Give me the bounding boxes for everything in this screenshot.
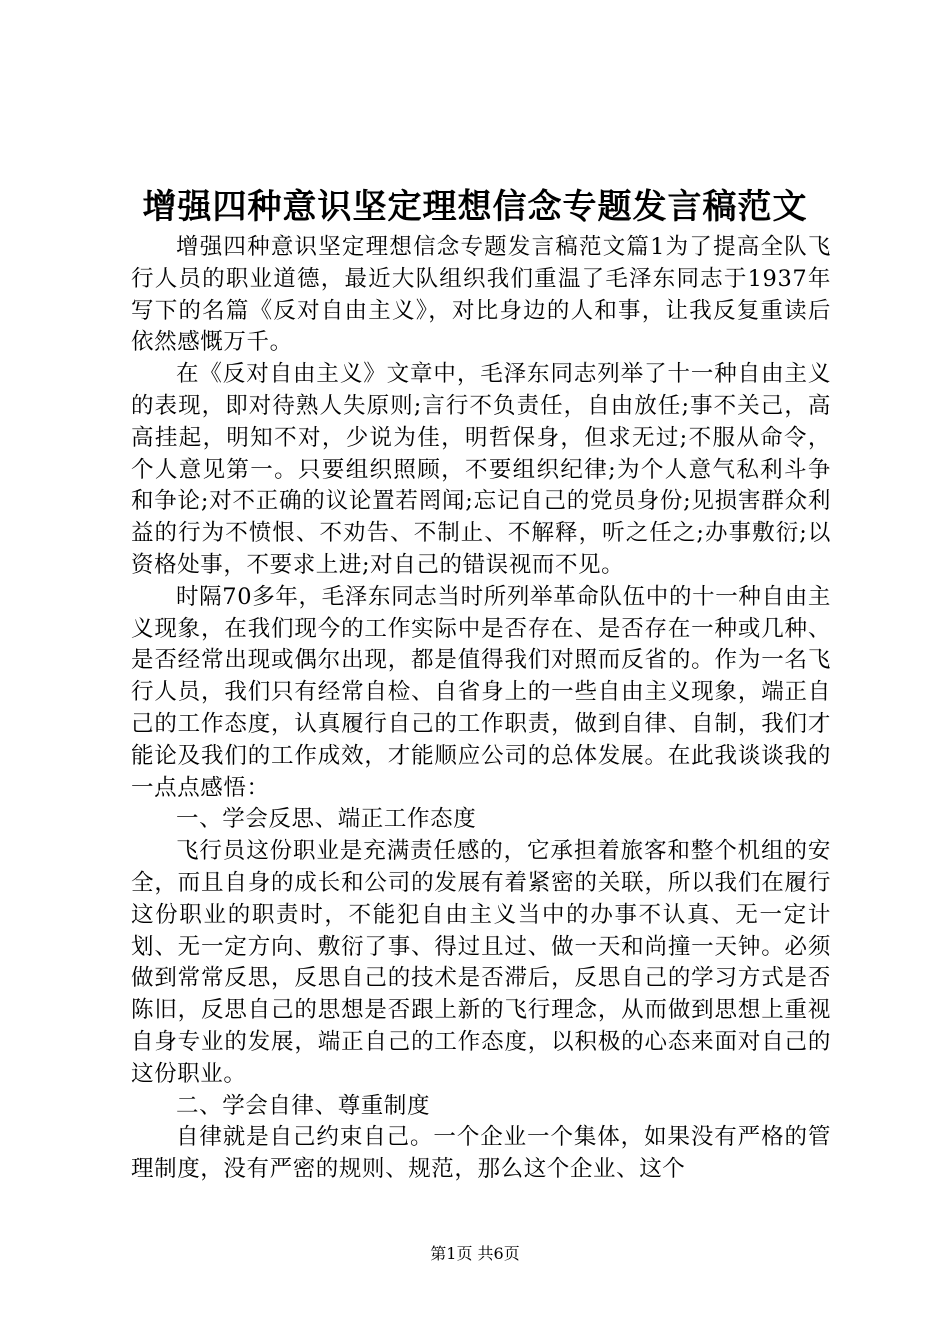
page-footer: 第1页 共6页 [430, 1244, 520, 1263]
document-body [131, 232, 831, 1186]
section-heading-1: 一、学会反思、端正工作态度 [176, 806, 477, 833]
section-heading-2: 二、学会自律、尊重制度 [176, 1092, 431, 1119]
paragraph-liberalism-list: 在《反对自由主义》文章中，毛泽东同志列举了十一种自由主义的表现，即对待熟人失原则;言行不负责任，自由放任;事不关己，高高挂起，明知不对，少说为佳，明哲保身，但求无过;不服从命令，个人意见第一。只要组织照顾，不要组织纪律;为个人意气私利斗争和争论;对不正确的议论置若罔闻;忘记自己的党员身份;见损害群众利益的行为不愤恨、不劝告、不制止、不解释，听之任之;办事敷衍;以资格处事，不要求上进;对自己的错误视而不见。 [131, 361, 831, 578]
paragraph-section-2: 自律就是自己约束自己。一个企业一个集体，如果没有严格的管理制度，没有严密的规则、规范，那么这个企业、这个 [131, 1124, 831, 1183]
paragraph-intro: 增强四种意识坚定理想信念专题发言稿范文篇1为了提高全队飞行人员的职业道德，最近大队组织我们重温了毛泽东同志于1937年写下的名篇《反对自由主义》，对比身边的人和事，让我反复重读后依然感慨万千。 [131, 234, 831, 356]
paragraph-reflection: 时隔70多年，毛泽东同志当时所列举革命队伍中的十一种自由主义现象，在我们现今的工作实际中是否存在、是否存在一种或几种、是否经常出现或偶尔出现，都是值得我们对照而反省的。作为一名飞行人员，我们只有经常自检、自省身上的一些自由主义现象，端正自己的工作态度，认真履行自己的工作职责，做到自律、自制，我们才能论及我们的工作成效，才能顺应公司的总体发展。在此我谈谈我的一点点感悟： [131, 583, 831, 801]
document-title: 增强四种意识坚定理想信念专题发言稿范文 [142, 187, 808, 227]
paragraph-section-1: 飞行员这份职业是充满责任感的，它承担着旅客和整个机组的安全，而且自身的成长和公司的发展有着紧密的关联，所以我们在履行这份职业的职责时，不能犯自由主义当中的办事不认真、无一定计划、无一定方向、敷衍了事、得过且过、做一天和尚撞一天钟。必须做到常常反思，反思自己的技术是否滞后，反思自己的学习方式是否陈旧，反思自己的思想是否跟上新的飞行理念，从而做到思想上重视自身专业的发展，端正自己的工作态度，以积极的心态来面对自己的这份职业。 [131, 838, 831, 1087]
